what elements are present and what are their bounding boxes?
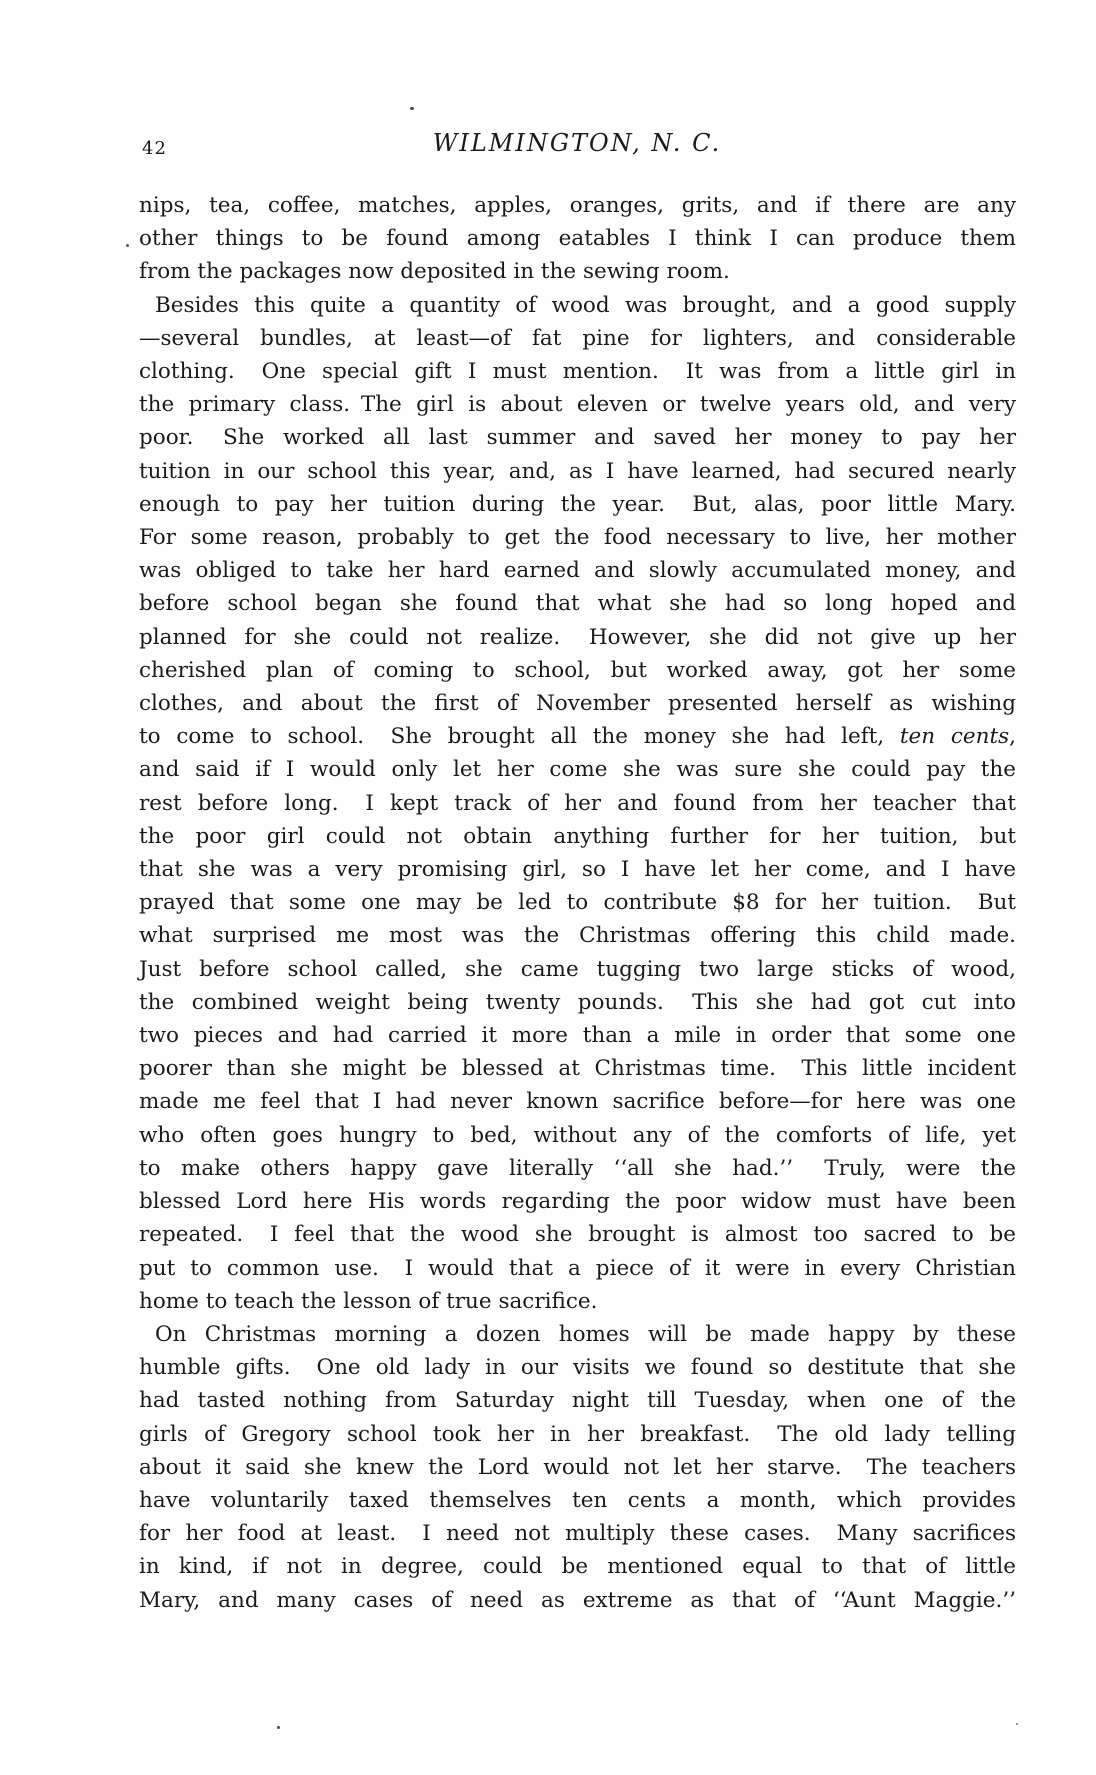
text-line [139,1052,1016,1085]
text-line [139,919,1016,952]
text-run: have voluntarily taxed themselves ten cents a month, which provides [139,1487,1016,1513]
text-run: Mary, and many cases of need as extreme as that of ‘‘Aunt Maggie.’’ [139,1587,1016,1613]
italic-phrase: ten cents [899,724,1010,750]
text-run: put to common use. I would that a piece of it were in every Christian [139,1255,1016,1281]
text-run: poor. She worked all last summer and saved her money to pay her [139,425,1016,451]
text-run: prayed that some one may be led to contribute $8 for her tuition. But [139,890,1016,916]
text-run: tuition in our school this year, and, as I have learned, had secured nearly [139,458,1016,484]
text-run: girls of Gregory school took her in her breakfast. The old lady telling [139,1421,1016,1447]
text-line [139,1451,1016,1484]
text-run: rest before long. I kept track of her and found from her teacher that [139,790,1016,816]
body-text [139,189,1016,1617]
text-line [139,222,1016,255]
text-line [139,455,1016,488]
text-run: nips, tea, coffee, matches, apples, oranges, grits, and if there are any [139,193,1016,218]
text-line [139,886,1016,919]
text-line [139,621,1016,654]
text-line [139,1152,1016,1185]
text-run: Just before school called, she came tugging two large sticks of wood, [139,956,1016,982]
text-line [139,1019,1016,1052]
text-run: to make others happy gave literally ‘‘all she had.’’ Truly, were the [139,1155,1016,1181]
text-run: to come to school. She brought all the money she had left, [139,724,900,750]
text-run: made me feel that I had never known sacrifice before—for here was one [139,1089,1016,1115]
text-line [139,1252,1016,1285]
text-run: clothing. One special gift I must mention. It was from a little girl in [139,359,1016,385]
text-run: other things to be found among eatables I think I can produce them [139,226,1016,252]
text-line [139,1185,1016,1218]
text-line [139,1418,1016,1451]
text-line [139,820,1016,853]
text-run: poorer than she might be blessed at Christmas time. This little incident [139,1056,1016,1082]
text-line [139,654,1016,687]
text-line [139,1550,1016,1583]
text-line [139,488,1016,521]
text-line [139,255,1016,288]
text-line [139,1085,1016,1118]
text-run: enough to pay her tuition during the year. But, alas, poor little Mary. [139,491,1016,517]
text-run: humble gifts. One old lady in our visits we found so destitute that she [139,1355,1016,1381]
text-line [139,1285,1016,1318]
text-run: Besides this quite a quantity of wood was brought, and a good supply [155,292,1016,318]
text-line [139,1318,1016,1351]
running-header: WILMINGTON, N. C. [432,129,722,157]
text-run: about it said she knew the Lord would not let her starve. The teachers [139,1454,1016,1480]
scan-speck [277,1726,280,1729]
text-run: was obliged to take her hard earned and slowly accumulated money, and [139,558,1016,584]
text-line [139,421,1016,454]
text-line [139,753,1016,786]
text-line [139,355,1016,388]
text-run: the primary class. The girl is about eleven or twelve years old, and very [139,392,1016,418]
text-run: the poor girl could not obtain anything further for her tuition, but [139,823,1016,849]
text-line [139,1384,1016,1417]
text-line [139,1218,1016,1251]
scan-speck [1016,1723,1018,1725]
scan-speck [126,244,129,247]
text-run: from the packages now deposited in the sewing room. [139,259,730,285]
text-line [139,587,1016,620]
text-run: what surprised me most was the Christmas offering this child made. [139,923,1016,949]
text-line [139,1119,1016,1152]
text-run: repeated. I feel that the wood she brought is almost too sacred to be [139,1222,1016,1248]
text-line [139,853,1016,886]
text-run: cherished plan of coming to school, but worked away, got her some [139,657,1016,683]
text-line [139,521,1016,554]
text-line [139,687,1016,720]
text-run: planned for she could not realize. However, she did not give up her [139,624,1016,650]
text-line [139,1517,1016,1550]
text-run: had tasted nothing from Saturday night till Tuesday, when one of the [139,1388,1016,1414]
text-line [139,554,1016,587]
text-line [139,1351,1016,1384]
text-run: the combined weight being twenty pounds. This she had got cut into [139,989,1016,1015]
page-number: 42 [142,138,167,159]
text-run: for her food at least. I need not multiply these cases. Many sacrifices [139,1521,1016,1547]
text-line [139,289,1016,322]
text-run: home to teach the lesson of true sacrifice. [139,1288,598,1314]
text-run: two pieces and had carried it more than a mile in order that some one [139,1023,1016,1049]
text-run: For some reason, probably to get the food necessary to live, her mother [139,525,1016,551]
text-line [139,388,1016,421]
text-run: and said if I would only let her come she was sure she could pay the [139,757,1016,783]
text-run: in kind, if not in degree, could be mentioned equal to that of little [139,1554,1016,1580]
text-line [139,189,1016,222]
text-line [139,322,1016,355]
text-line [139,953,1016,986]
text-run: —several bundles, at least—of fat pine for lighters, and considerable [139,325,1016,351]
text-run: clothes, and about the first of November presented herself as wishing [139,691,1016,717]
text-run: , [1009,724,1016,750]
text-line [139,720,1016,753]
text-line [139,787,1016,820]
text-line [139,1584,1016,1617]
scan-speck [410,107,414,110]
text-run: blessed Lord here His words regarding the poor widow must have been [139,1189,1016,1215]
text-line [139,1484,1016,1517]
text-run: On Christmas morning a dozen homes will be made happy by these [155,1321,1016,1347]
text-run: that she was a very promising girl, so I have let her come, and I have [139,857,1016,883]
text-line [139,986,1016,1019]
text-run: who often goes hungry to bed, without any of the comforts of life, yet [139,1122,1016,1148]
text-run: before school began she found that what she had so long hoped and [139,591,1016,617]
